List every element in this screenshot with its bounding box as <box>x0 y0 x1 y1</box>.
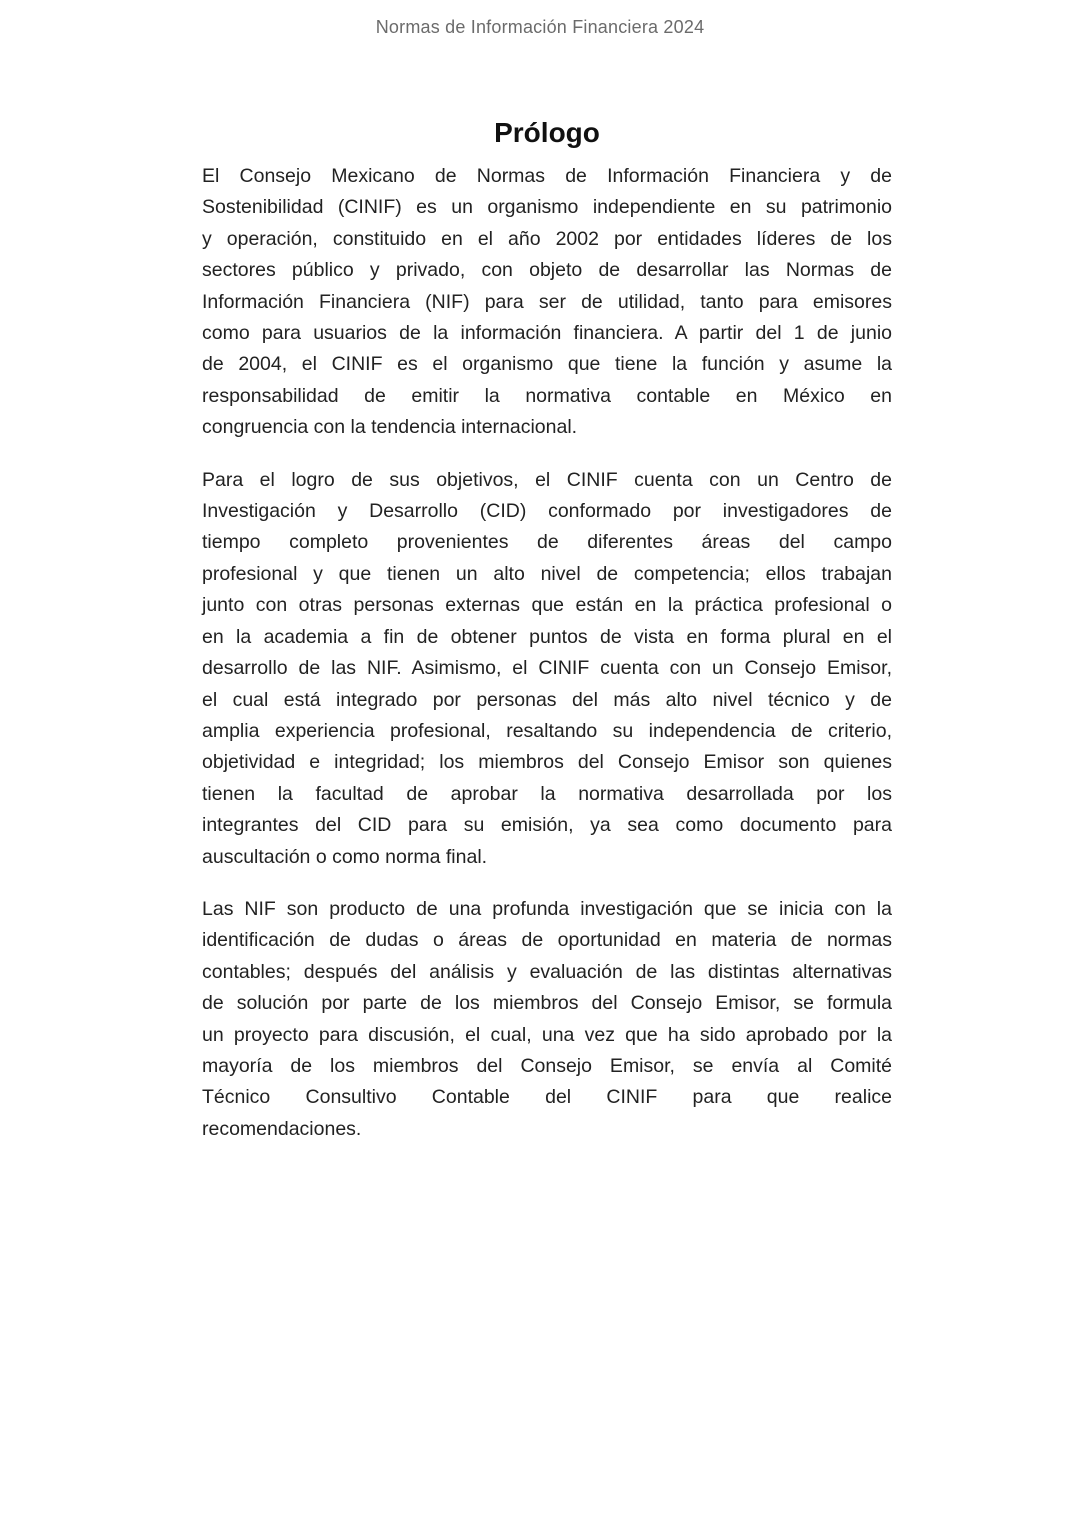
text-line: auscultación o como norma final. <box>202 845 488 868</box>
text-line: de 2004, el CINIF es el organismo que tiene la función y asume la <box>202 353 892 376</box>
text-line: Las NIF son producto de una profunda investigación que se inicia con la <box>202 897 892 920</box>
paragraphs <box>202 161 892 1145</box>
text-line: tienen la facultad de aprobar la normativa desarrollada por los <box>202 782 892 805</box>
paragraph <box>202 465 892 873</box>
text-line: congruencia con la tendencia internacional. <box>202 416 578 439</box>
text-line: como para usuarios de la información financiera. A partir del 1 de junio <box>202 322 892 345</box>
text-line: objetividad e integridad; los miembros del Consejo Emisor son quienes <box>202 751 892 774</box>
text-line: sectores público y privado, con objeto de desarrollar las Normas de <box>202 259 892 282</box>
paragraph <box>202 894 892 1145</box>
text-line: Para el logro de sus objetivos, el CINIF cuenta con un Centro de <box>202 468 892 491</box>
text-line: El Consejo Mexicano de Normas de Información Financiera y de <box>202 165 892 187</box>
document-body <box>202 113 892 1166</box>
text-line: recomendaciones. <box>202 1117 362 1140</box>
paragraph <box>202 161 892 444</box>
text-line: Técnico Consultivo Contable del CINIF para que realice <box>202 1086 892 1109</box>
text-line: amplia experiencia profesional, resaltando su independencia de criterio, <box>202 719 892 742</box>
text-line: y operación, constituido en el año 2002 por entidades líderes de los <box>202 227 892 250</box>
running-header: Normas de Información Financiera 2024 <box>375 17 705 37</box>
text-line: junto con otras personas externas que están en la práctica profesional o <box>202 594 892 617</box>
text-line: desarrollo de las NIF. Asimismo, el CINIF cuenta con un Consejo Emisor, <box>202 657 892 680</box>
text-line: Sostenibilidad (CINIF) es un organismo independiente en su patrimonio <box>202 196 892 219</box>
text-line: el cual está integrado por personas del más alto nivel técnico y de <box>202 688 892 711</box>
text-line: Investigación y Desarrollo (CID) conformado por investigadores de <box>202 500 892 523</box>
text-line: responsabilidad de emitir la normativa contable en México en <box>202 384 892 407</box>
text-line: tiempo completo provenientes de diferentes áreas del campo <box>202 531 892 554</box>
page-title: Prólogo <box>494 117 600 148</box>
text-line: mayoría de los miembros del Consejo Emisor, se envía al Comité <box>202 1054 892 1077</box>
text-line: profesional y que tienen un alto nivel de competencia; ellos trabajan <box>202 562 892 585</box>
text-line: en la academia a fin de obtener puntos de vista en forma plural en el <box>202 625 892 648</box>
text-line: de solución por parte de los miembros del Consejo Emisor, se formula <box>202 992 892 1015</box>
text-line: Información Financiera (NIF) para ser de utilidad, tanto para emisores <box>202 290 892 313</box>
text-line: contables; después del análisis y evaluación de las distintas alternativas <box>202 960 892 983</box>
text-line: identificación de dudas o áreas de oportunidad en materia de normas <box>202 929 892 952</box>
text-line: integrantes del CID para su emisión, ya sea como documento para <box>202 814 892 837</box>
text-line: un proyecto para discusión, el cual, una vez que ha sido aprobado por la <box>202 1023 892 1046</box>
